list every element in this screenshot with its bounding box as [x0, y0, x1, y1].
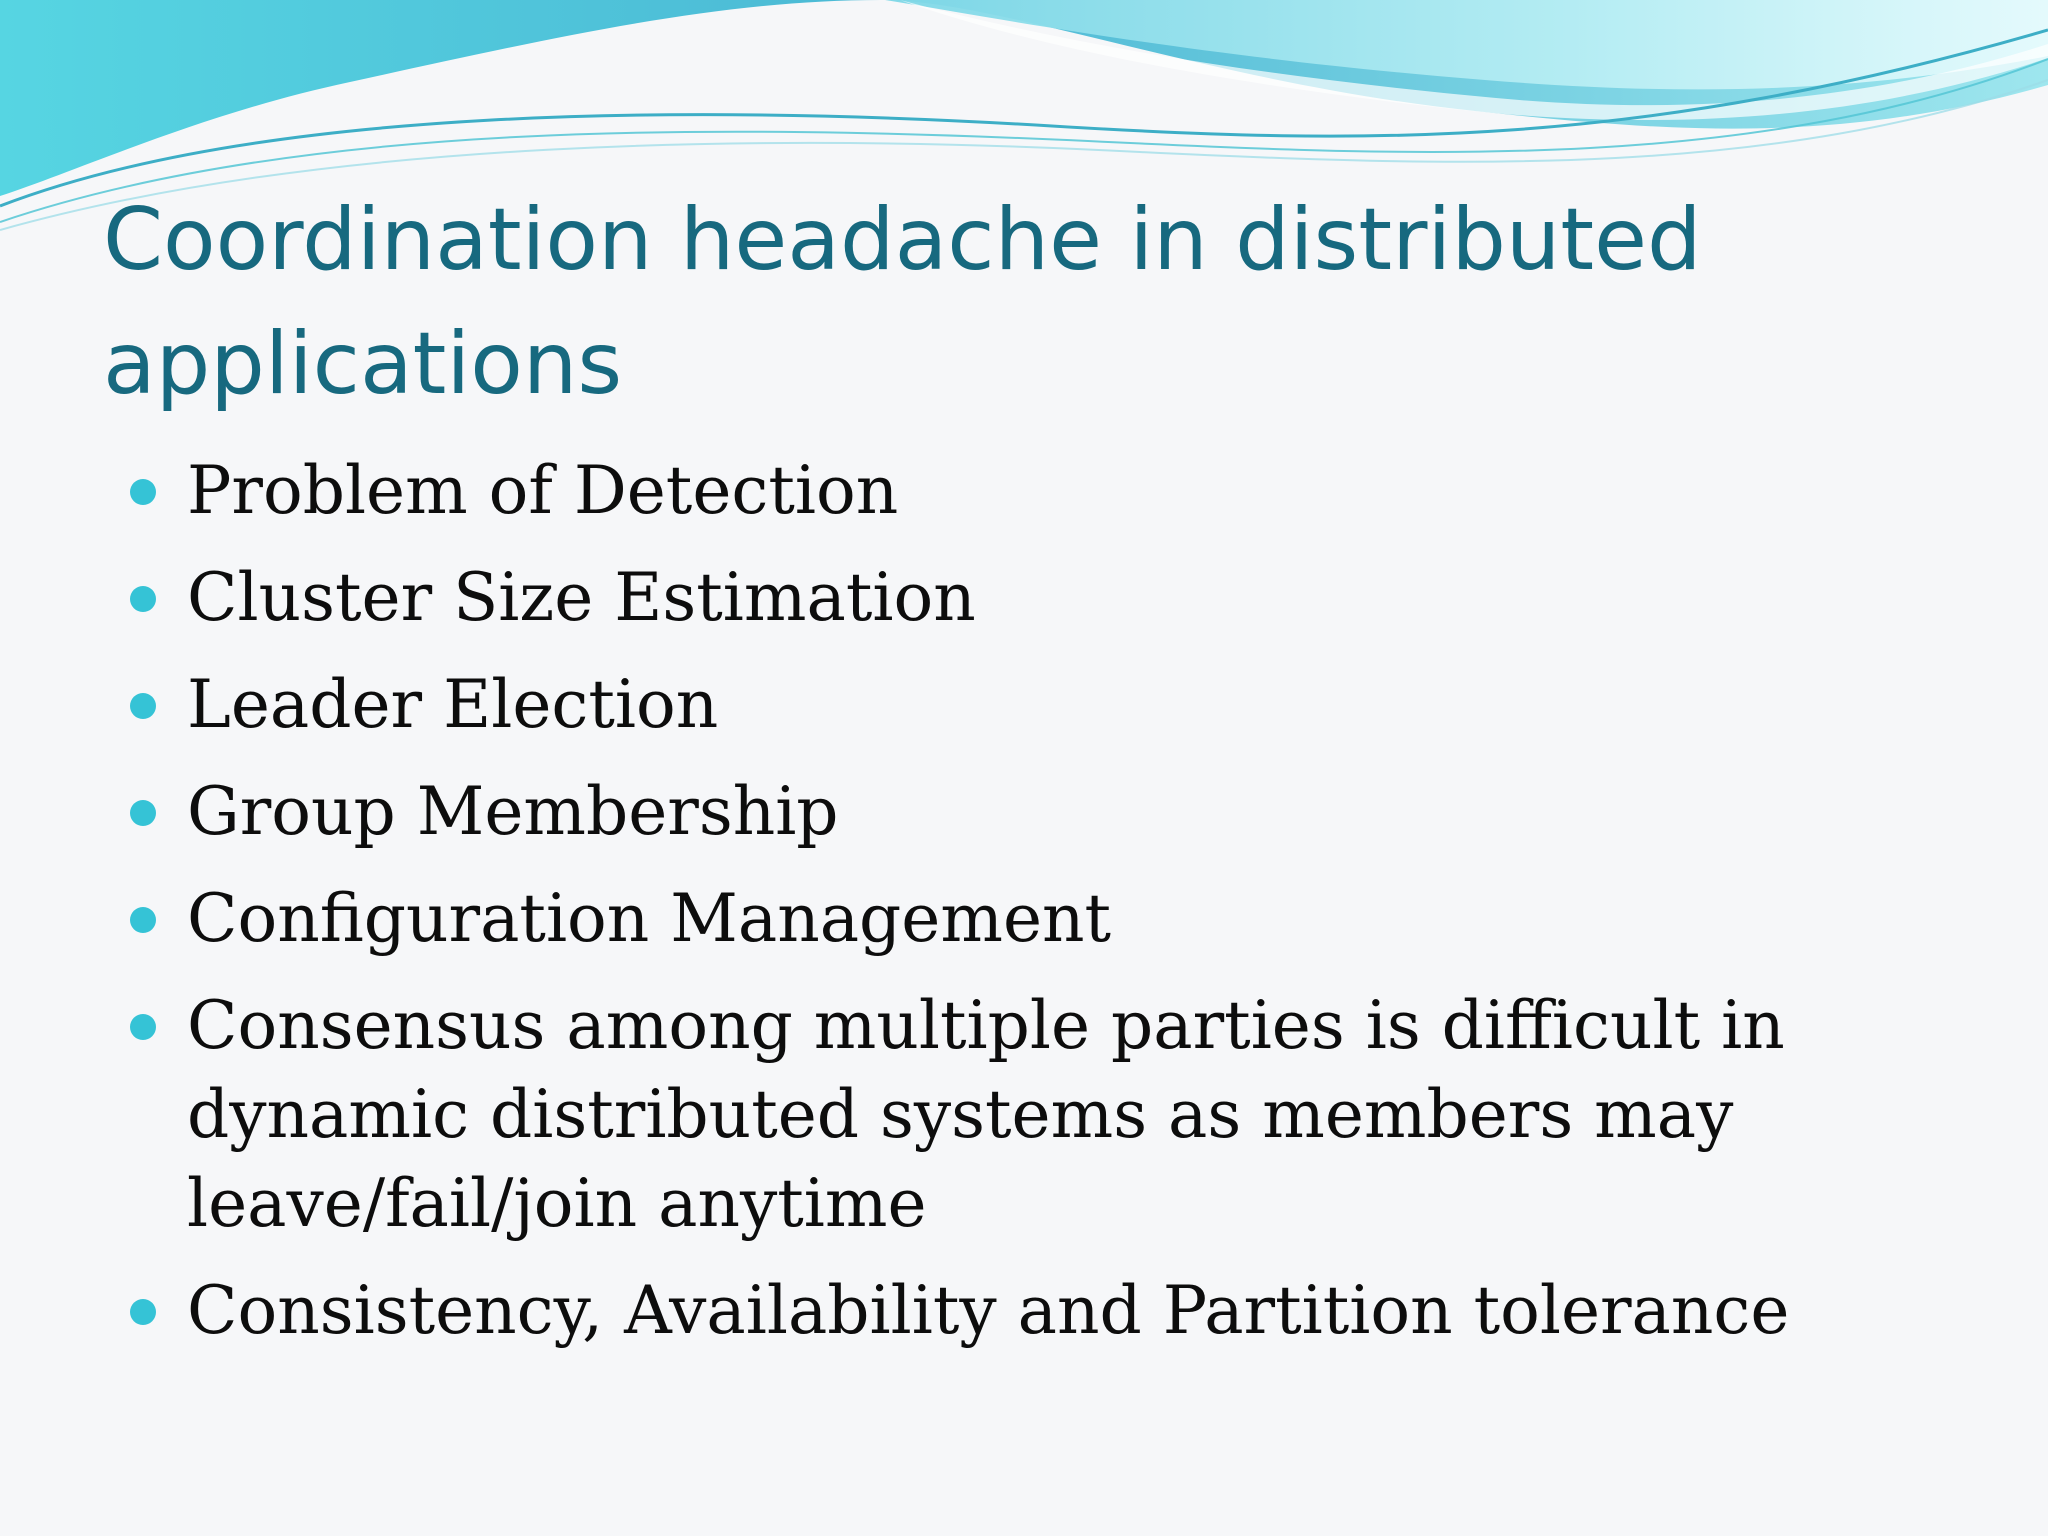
bullet-item-group-membership: [130, 767, 1890, 856]
bullet-text: Group Membership: [187, 773, 839, 850]
bullet-item-problem-detection: [130, 446, 1890, 535]
bullet-text: Cluster Size Estimation: [187, 559, 976, 636]
bullet-dot-icon: [130, 1014, 156, 1040]
bullet-dot-icon: [130, 479, 156, 505]
bullet-item-cluster-size: [130, 553, 1890, 642]
bullet-text: Configuration Management: [187, 880, 1112, 957]
bullet-text: Problem of Detection: [187, 452, 899, 529]
bullet-item-configuration-management: [130, 874, 1890, 963]
bullet-text: Leader Election: [187, 666, 719, 743]
bullet-dot-icon: [130, 800, 156, 826]
bullet-text: Consensus among multiple parties is difficult in dynamic distributed systems as members may leave/fail/join anytime: [187, 987, 1785, 1242]
bullet-item-leader-election: [130, 660, 1890, 749]
bullet-list: [130, 446, 1890, 1373]
bullet-dot-icon: [130, 586, 156, 612]
bullet-dot-icon: [130, 693, 156, 719]
bullet-text: Consistency, Availability and Partition tolerance: [187, 1272, 1790, 1349]
bullet-dot-icon: [130, 907, 156, 933]
bullet-item-consensus: [130, 981, 1890, 1248]
bullet-item-cap-tradeoff: [130, 1266, 1890, 1355]
bullet-dot-icon: [130, 1299, 156, 1325]
slide-title: Coordination headache in distributed applications: [103, 190, 1702, 414]
